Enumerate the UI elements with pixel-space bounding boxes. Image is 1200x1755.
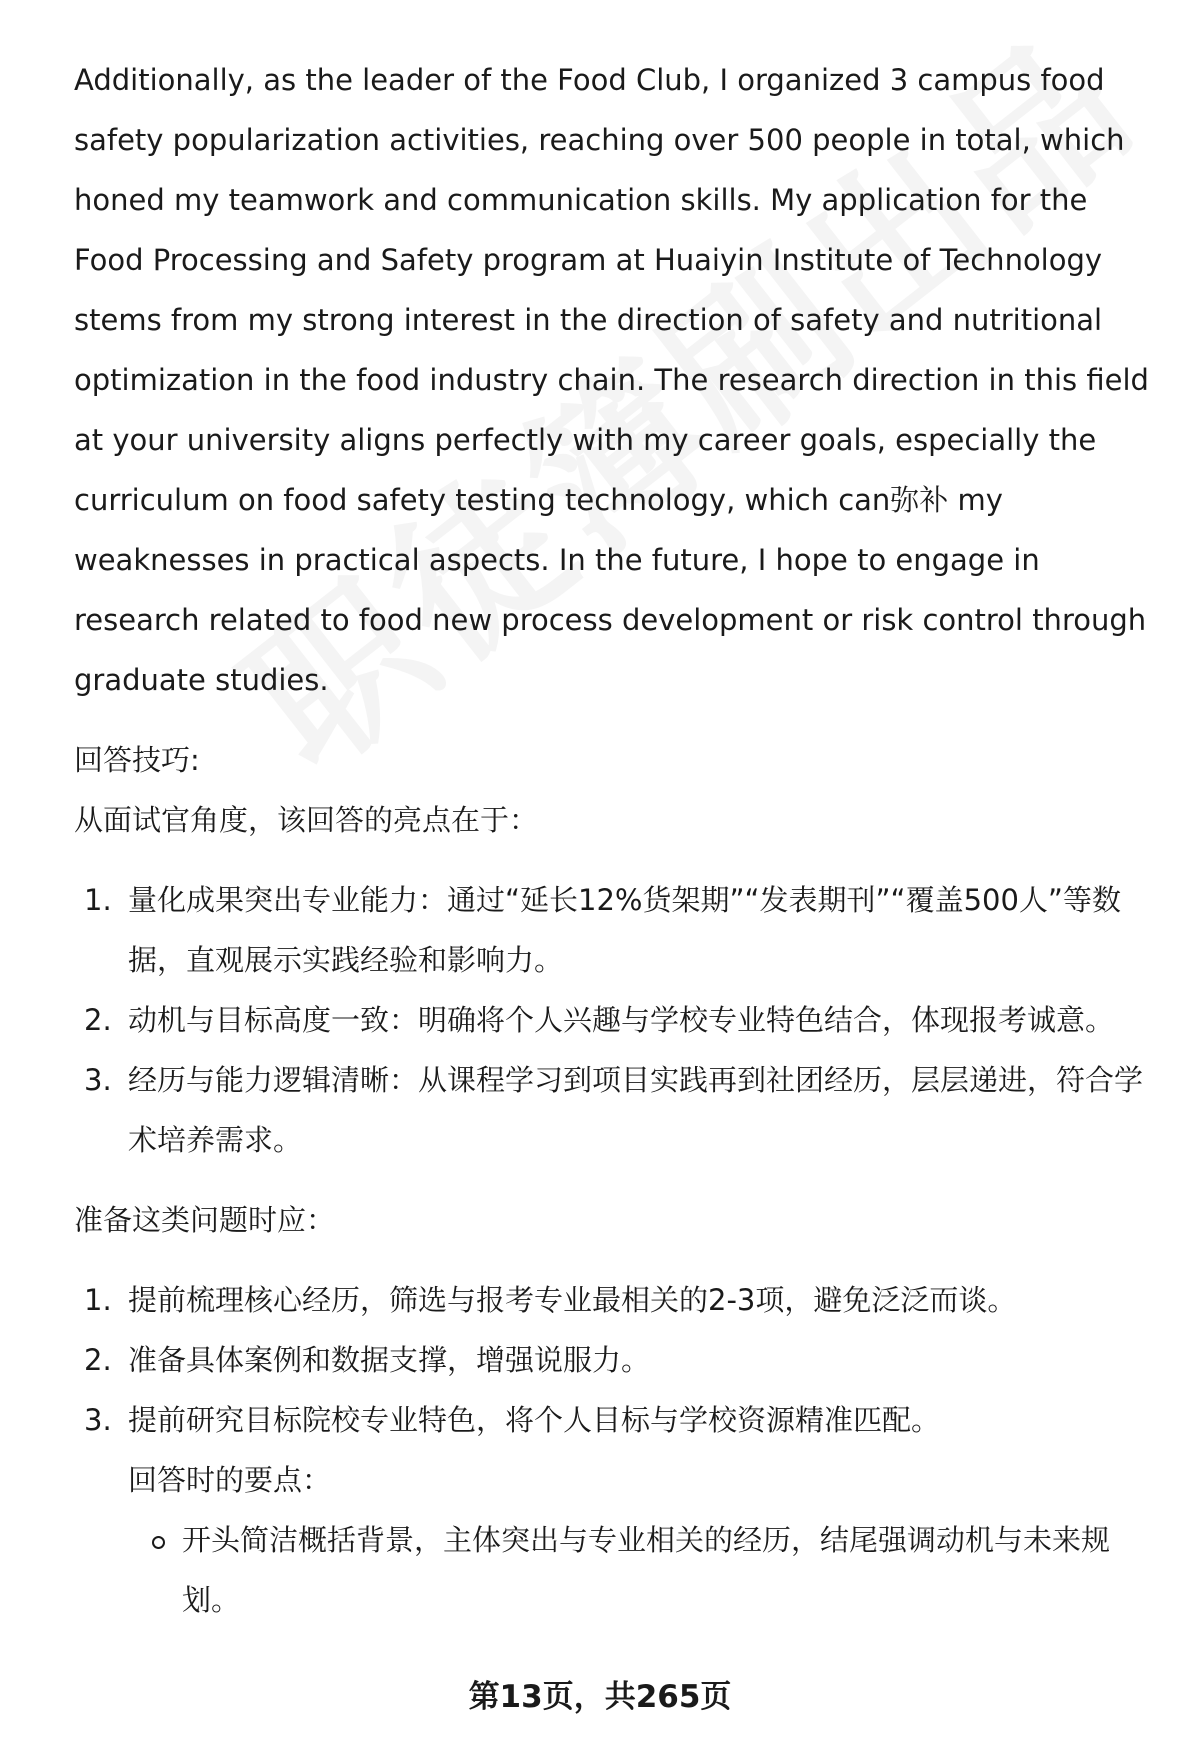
list-item xyxy=(128,1510,1154,1630)
list-item-text: 开头简洁概括背景，主体突出与专业相关的经历，结尾强调动机与未来规划。 xyxy=(182,1523,1111,1617)
list-number: 1. xyxy=(84,1283,112,1317)
tips-list xyxy=(74,870,1154,1170)
tips-heading: 回答技巧: xyxy=(74,743,200,777)
list-item xyxy=(74,990,1154,1050)
list-item-text: 准备具体案例和数据支撑，增强说服力。 xyxy=(128,1343,651,1377)
list-number: 3. xyxy=(84,1063,112,1097)
prep-list xyxy=(74,1270,1154,1450)
list-item-text: 提前梳理核心经历，筛选与报考专业最相关的2-3项，避免泛泛而谈。 xyxy=(128,1283,1017,1317)
list-item-text: 提前研究目标院校专业特色，将个人目标与学校资源精准匹配。 xyxy=(128,1403,941,1437)
list-item xyxy=(74,870,1154,990)
list-item-text: 动机与目标高度一致：明确将个人兴趣与学校专业特色结合，体现报考诚意。 xyxy=(128,1003,1115,1037)
list-item xyxy=(74,1270,1154,1330)
list-number: 3. xyxy=(84,1403,112,1437)
list-item xyxy=(74,1390,1154,1450)
prep-heading: 准备这类问题时应： xyxy=(74,1203,336,1237)
list-item xyxy=(74,1050,1154,1170)
key-points-list xyxy=(74,1510,1154,1630)
list-item-text: 经历与能力逻辑清晰：从课程学习到项目实践再到社团经历，层层递进，符合学术培养需求。 xyxy=(128,1063,1144,1157)
list-number: 2. xyxy=(84,1003,112,1037)
list-item xyxy=(74,1330,1154,1390)
intro-paragraph: Additionally, as the leader of the Food Club, I organized 3 campus food safety popularization activities, reaching over 500 people in total, which honed my teamwork and communication skills. My application for the Food Processing and Safety program at Huaiyin Institute of Technology stems from my strong interest in the direction of safety and nutritional optimization in the food industry chain. The research direction in this field at your university aligns perfectly with my career goals, especially the curriculum on food safety testing technology, which can弥补 my weaknesses in practical aspects. In the future, I hope to engage in research related to food new process development or risk control through graduate studies. xyxy=(74,63,1149,697)
list-number: 2. xyxy=(84,1343,112,1377)
list-number: 1. xyxy=(84,883,112,917)
list-item-text: 量化成果突出专业能力：通过“延长12%货架期”“发表期刊”“覆盖500人”等数据，直观展示实践经验和影响力。 xyxy=(128,883,1121,977)
tips-subtitle: 从面试官角度，该回答的亮点在于： xyxy=(74,803,539,837)
bullet-circle-icon xyxy=(152,1536,165,1549)
page-number: 第13页，共265页 xyxy=(468,1679,732,1715)
document-body xyxy=(74,50,1154,1630)
key-points-heading: 回答时的要点： xyxy=(128,1463,332,1497)
